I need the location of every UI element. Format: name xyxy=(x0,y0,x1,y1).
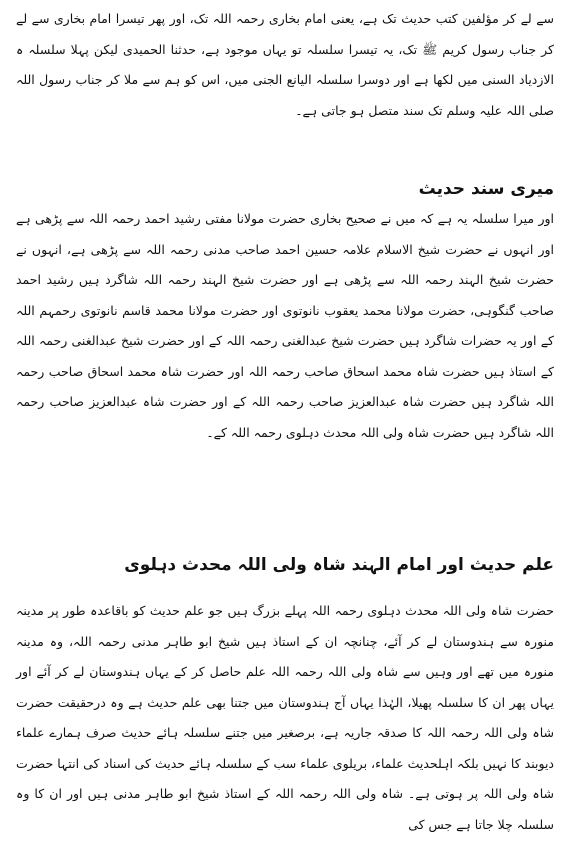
paragraph-my-chain: اور میرا سلسلہ یہ ہے کہ میں نے صحیح بخاری حضرت مولانا مفتی رشید احمد رحمہ اللہ سے پڑھی ہے اور انہوں نے حضرت شیخ الاسلام علامہ حسین احمد صاحب مدنی رحمہ اللہ سے پڑھی ہے، انہوں نے حضرت شیخ الہند رحمہ اللہ سے پڑھی ہے اور حضرت شیخ الہند رحمہ اللہ شاگرد ہیں رشید احمد صاحب گنگوہی، حضرت مولانا محمد یعقوب نانوتوی اور حضرت مولانا محمد قاسم نانوتوی رحمہم اللہ کے اور یہ حضرات شاگرد ہیں حضرت شیخ عبدالغنی رحمہ اللہ کے اور حضرت شیخ عبدالغنی رحمہ اللہ کے استاذ ہیں حضرت شاہ محمد اسحاق صاحب رحمہ اللہ اور حضرت شاہ محمد اسحاق صاحب رحمہ اللہ شاگرد ہیں حضرت شاہ عبدالعزیز صاحب رحمہ اللہ کے اور حضرت شاہ عبدالعزیز صاحب رحمہ اللہ شاگرد ہیں حضرت شاہ ولی اللہ محدث دہلوی رحمہ اللہ کے۔ xyxy=(16,211,554,440)
paragraph-chain-of-narration: سے لے کر مؤلفین کتب حدیث تک ہے، یعنی امام بخاری رحمہ اللہ تک، اور پھر تیسرا امام بخاری سے لے کر جناب رسول کریم ﷺ تک، یہ تیسرا سلسلہ تو یہاں موجود ہے، حدثنا الحمیدی لیکن پہلا سلسلہ ہ الازدیاد السنی میں لکھا ہے اور دوسرا سلسلہ الیانع الجنی میں، اس کو ہم سے ملا کر جناب رسول اللہ صلی اللہ علیہ وسلم تک سند متصل ہو جاتی ہے۔ xyxy=(16,11,554,118)
document-page xyxy=(16,4,554,864)
heading-my-chain-of-hadith: میری سند حدیث xyxy=(418,179,554,199)
heading-hadith-and-shah-waliullah: علم حدیث اور امام الہند شاہ ولی اللہ محدث دہلوی xyxy=(124,555,554,575)
paragraph-shah-waliullah: حضرت شاہ ولی اللہ محدث دہلوی رحمہ اللہ پہلے بزرگ ہیں جو علم حدیث کو باقاعدہ طور پر مدینہ منورہ سے ہندوستان لے کر آئے، چنانچہ ان کے استاذ ہیں شیخ ابو طاہر مدنی رحمہ اللہ، وہ مدینہ منورہ میں تھے اور وہیں سے شاہ ولی اللہ رحمہ اللہ علم حاصل کر کے یہاں ہندوستان لے کر آئے اور یہاں پھر ان کا سلسلہ پھیلا، الہٰذا یہاں آج ہندوستان میں جتنا بھی علم حدیث ہے وہ درحقیقت حضرت شاہ ولی اللہ رحمہ اللہ کا صدقہ جاریہ ہے، برصغیر میں جتنے سلسلہ ہائے حدیث صرف ہمارے علماء دیوبند کا نہیں بلکہ اہلحدیث علماء، بریلوی علماء سب کے سلسلہ ہائے حدیث کی اسناد کی انتہا حضرت شاہ ولی اللہ پر ہوتی ہے۔ شاہ ولی اللہ رحمہ اللہ کے استاذ شیخ ابو طاہر مدنی ہیں اور ان کا وہ سلسلہ چلا جاتا ہے جس کی xyxy=(16,603,554,832)
